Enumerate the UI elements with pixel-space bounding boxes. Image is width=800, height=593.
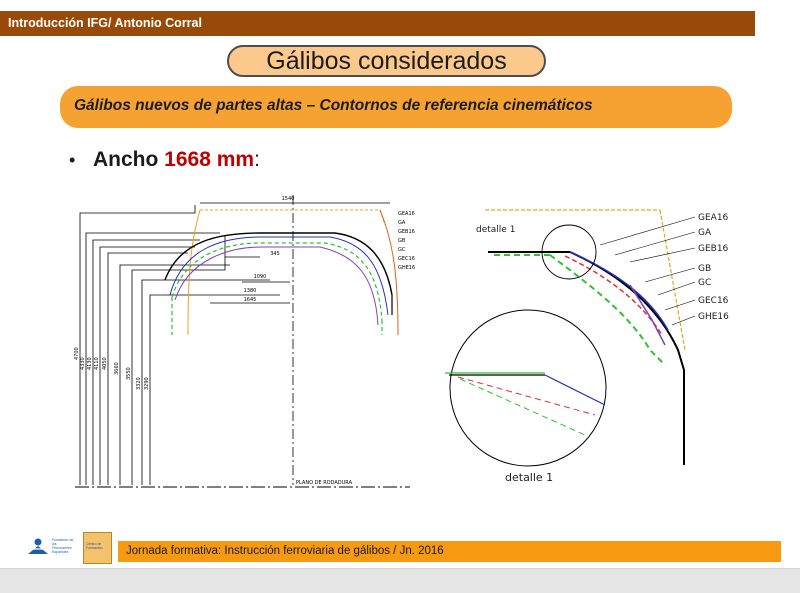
footer-text: Jornada formativa: Instrucción ferroviaria de gálibos / Jn. 2016 xyxy=(126,545,444,557)
legend-label: GEB16 xyxy=(398,229,415,235)
header-bar xyxy=(0,11,755,36)
training-center-logo xyxy=(83,532,112,564)
slide-subtitle: Gálibos nuevos de partes altas – Contornos de referencia cinemáticos xyxy=(74,97,593,114)
bullet-width xyxy=(69,148,260,172)
bullet-suffix: : xyxy=(254,148,260,171)
header-title: Introducción IFG/ Antonio Corral xyxy=(8,16,202,30)
dim-label: 1090 xyxy=(253,274,267,280)
dim-label: 4330 xyxy=(80,357,86,370)
dim-label: 3290 xyxy=(144,377,150,390)
legend-label: GEA16 xyxy=(698,213,729,223)
gauge-drawing-left xyxy=(70,185,415,490)
legend-label: GA xyxy=(398,220,406,226)
dim-label: 345 xyxy=(270,251,280,257)
footer-bar xyxy=(118,541,781,562)
legend-label: GB xyxy=(398,238,406,244)
dim-label: 4700 xyxy=(74,347,80,360)
legend-label: GEA16 xyxy=(398,211,415,217)
foundation-logo-icon xyxy=(26,536,50,556)
legend-label: GC xyxy=(398,247,406,253)
legend-label: GEC16 xyxy=(698,296,729,306)
legend-label: GHE16 xyxy=(698,312,729,322)
floor-label: PLANO DE RODADURA xyxy=(296,480,352,486)
legend-label: GA xyxy=(698,228,712,238)
dim-label: 4130 xyxy=(87,357,93,370)
foundation-logo xyxy=(26,536,78,558)
viewer-bottom-strip xyxy=(0,568,800,593)
dim-label: 3550 xyxy=(126,367,132,380)
dim-label: 4050 xyxy=(102,357,108,370)
detail-label-top: detalle 1 xyxy=(476,225,516,235)
dim-label: 1380 xyxy=(243,288,257,294)
foundation-logo-text: Fundación de los Ferrocarriles Españoles xyxy=(52,538,74,554)
legend-label: GEB16 xyxy=(698,244,729,254)
slide-title-pill xyxy=(227,45,546,77)
gauge-detail-right xyxy=(440,200,740,495)
slide-title: Gálibos considerados xyxy=(266,47,507,75)
dim-label: 3660 xyxy=(114,362,120,375)
bullet-value: 1668 mm xyxy=(164,148,255,171)
dim-label: 4110 xyxy=(94,357,100,370)
detail-label-bottom: detalle 1 xyxy=(505,471,554,484)
legend-label: GEC16 xyxy=(398,256,415,262)
dim-label: 1540 xyxy=(281,196,295,202)
legend-label: GB xyxy=(698,264,712,274)
dim-label: 1645 xyxy=(243,297,257,303)
bullet-label: Ancho xyxy=(93,148,165,171)
legend-label: GHE16 xyxy=(398,265,416,271)
training-center-logo-text: Centro de Formación xyxy=(86,542,103,550)
bullet-dot-icon: • xyxy=(69,150,76,170)
dim-label: 3320 xyxy=(136,377,142,390)
legend-label: GC xyxy=(698,278,712,288)
subtitle-bar xyxy=(60,86,732,128)
